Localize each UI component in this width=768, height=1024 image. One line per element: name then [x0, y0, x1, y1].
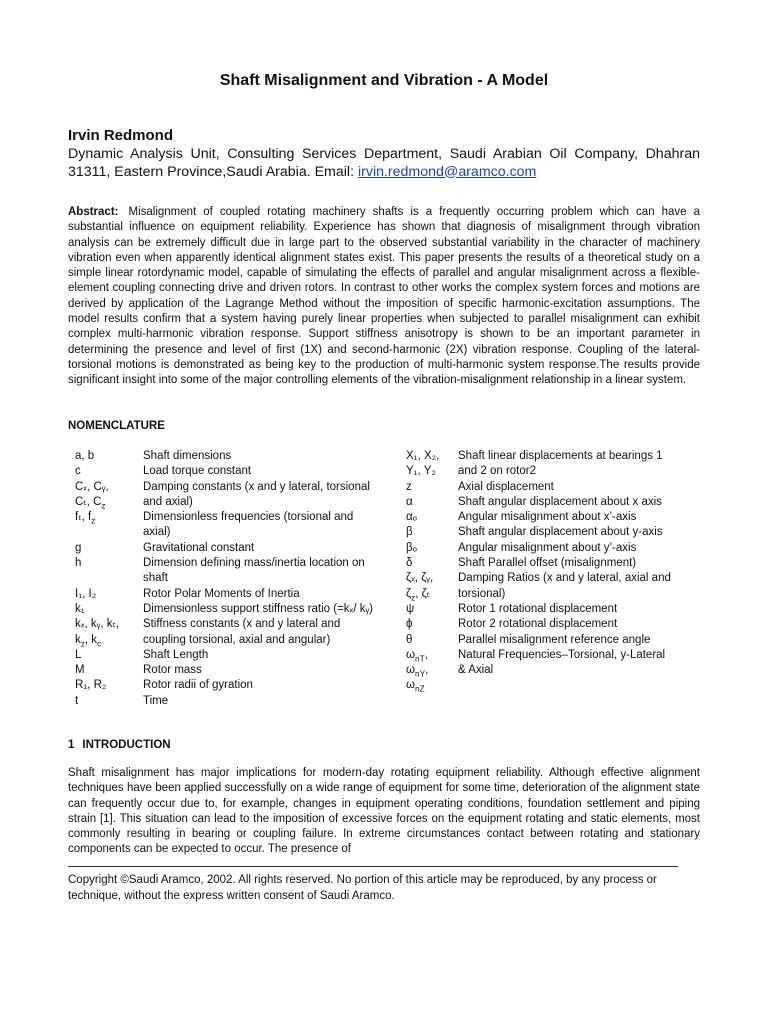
nomenclature-symbol: t [75, 694, 79, 707]
nomenclature-entry [406, 571, 702, 586]
nomenclature-symbol: β [406, 526, 413, 539]
nomenclature-symbol: I₁, I₂ [75, 587, 97, 600]
nomenclature-definition: Time [143, 694, 169, 707]
section-number: 1 [68, 739, 75, 751]
nomenclature-symbol: c [75, 465, 81, 478]
nomenclature-definition: Rotor Polar Moments of Inertia [143, 587, 300, 600]
nomenclature-symbol: θ [406, 633, 413, 646]
nomenclature-entry [75, 464, 395, 479]
copyright-notice: Copyright ©Saudi Aramco, 2002. All rights reserved. No portion of this article may be reproduced, by any process or technique, without the express written consent of Saudi Aramco. [68, 874, 657, 902]
author-affiliation [68, 146, 700, 181]
nomenclature-definition [458, 678, 702, 693]
nomenclature-symbol: αₒ [406, 511, 417, 524]
nomenclature-symbol: h [75, 557, 82, 570]
nomenclature-definition: Shaft Length [143, 648, 209, 661]
nomenclature-definition: Load torque constant [143, 465, 252, 478]
introduction-paragraph: Shaft misalignment has major implications for modern-day rotating equipment reliability. Although effective alignment techniques have been applied successfully on a wide range of equipment for some time, deterioration of the alignment state can frequently occur due to, for example, changes in equipment operating conditions, foundation settlement and piping strain [1]. This situation can lead to the imposition of excessive forces on the equipment rotating and static elements, most commonly resulting in bearing or coupling failure. In extreme circumstances contact between rotating and stationary components can be expected to occur. The presence of [68, 767, 700, 856]
nomenclature-entry [406, 464, 702, 479]
nomenclature-symbol: Cₓ, Cᵧ, [75, 480, 109, 493]
nomenclature-definition: Dimensionless support stiffness ratio (=kₓ/ kᵧ) [143, 602, 373, 615]
nomenclature-definition: Dimension defining mass/inertia location on [143, 557, 365, 570]
nomenclature-definition: torsional) [458, 587, 506, 600]
nomenclature-definition: Damping constants (x and y lateral, torsional [143, 480, 370, 493]
nomenclature-entry [75, 633, 395, 648]
nomenclature-definition: Stiffness constants (x and y lateral and [143, 618, 341, 631]
nomenclature-definition: and axial) [143, 495, 193, 508]
nomenclature-definition: Rotor 2 rotational displacement [458, 618, 618, 631]
nomenclature-symbol: $\zeta_z$, ζₜ [406, 587, 431, 602]
nomenclature-definition: Rotor 1 rotational displacement [458, 602, 618, 615]
email-link[interactable]: irvin.redmond@aramco.com [357, 163, 537, 180]
nomenclature-definition: coupling torsional, axial and angular) [143, 633, 331, 646]
nomenclature-entry [406, 602, 702, 617]
nomenclature-entry [75, 525, 395, 540]
nomenclature-entry [406, 495, 702, 510]
nomenclature-entry [406, 678, 702, 693]
nomenclature-entry [75, 571, 395, 586]
nomenclature-entry [75, 617, 395, 632]
abstract [68, 205, 700, 389]
nomenclature-symbol: βₒ [406, 541, 417, 554]
nomenclature-entry [75, 495, 395, 510]
nomenclature-symbol: R₁, R₂ [75, 679, 107, 692]
abstract-label: Abstract: [68, 206, 119, 218]
nomenclature-definition: Shaft dimensions [143, 450, 232, 462]
nomenclature-symbol: ϕ [406, 618, 413, 631]
nomenclature-definition: Damping Ratios (x and y lateral, axial and [458, 572, 671, 585]
nomenclature-entry [406, 648, 702, 663]
section-title: INTRODUCTION [82, 739, 171, 751]
nomenclature-entry [406, 525, 702, 540]
nomenclature-symbol [75, 525, 143, 540]
nomenclature-definition: Rotor radii of gyration [143, 679, 253, 692]
nomenclature-symbol: a, b [75, 450, 95, 462]
nomenclature-entry [75, 480, 395, 495]
author-name: Irvin Redmond [68, 127, 174, 144]
nomenclature-symbol: z [406, 480, 412, 493]
nomenclature-definition: Dimensionless frequencies (torsional and [143, 511, 354, 524]
nomenclature-entry [75, 587, 395, 602]
nomenclature-symbol: α [406, 495, 413, 508]
nomenclature-symbol: L [75, 648, 82, 661]
nomenclature-symbol: $\omega_{nT}$, [406, 648, 428, 664]
nomenclature-symbol: g [75, 541, 82, 554]
paper-title: Shaft Misalignment and Vibration - A Model [219, 72, 549, 89]
nomenclature-definition: Angular misalignment about y’-axis [458, 541, 637, 554]
nomenclature-entry [75, 648, 395, 663]
nomenclature-definition: Angular misalignment about x’-axis [458, 511, 637, 524]
nomenclature-entry [406, 510, 702, 525]
nomenclature-definition: Shaft angular displacement about x axis [458, 495, 662, 508]
nomenclature-entry [75, 556, 395, 571]
nomenclature-definition: & Axial [458, 664, 494, 677]
nomenclature-entry [406, 633, 702, 648]
nomenclature-entry [406, 587, 702, 602]
nomenclature-symbol: Y₁, Y₂ [406, 465, 436, 478]
nomenclature-symbol: fₜ, $f_z$ [75, 511, 96, 526]
nomenclature-symbol: X₁, X₂, [406, 450, 440, 462]
nomenclature-symbol: $k_z$, $k_c$ [75, 633, 102, 648]
nomenclature-symbol: M [75, 664, 85, 677]
nomenclature-entry [406, 449, 702, 464]
nomenclature-definition: Shaft angular displacement about y-axis [458, 526, 663, 539]
nomenclature-symbol: Cₜ, $C_z$ [75, 495, 106, 511]
nomenclature-symbol: kₓ, kᵧ, kₜ, [75, 618, 120, 631]
nomenclature-entry [75, 663, 395, 678]
nomenclature-symbol: ζₓ, ζᵧ, [406, 572, 434, 585]
nomenclature-entry [406, 617, 702, 632]
nomenclature-entry [75, 541, 395, 556]
nomenclature-symbol [75, 571, 143, 586]
nomenclature-symbol: k₁ [75, 602, 85, 615]
nomenclature-definition: Rotor mass [143, 664, 202, 677]
nomenclature-definition: Parallel misalignment reference angle [458, 633, 651, 646]
nomenclature-definition: Gravitational constant [143, 541, 255, 554]
nomenclature-entry [75, 449, 395, 464]
affiliation-text: Dynamic Analysis Unit, Consulting Services Department, Saudi Arabian Oil Company, Dhahran 31311, Eastern Province,Saudi Arabia. Email: [68, 146, 700, 180]
nomenclature-symbol: ψ [406, 602, 415, 615]
nomenclature-definition: Shaft linear displacements at bearings 1 [458, 450, 663, 462]
nomenclature-entry [406, 556, 702, 571]
section-heading-introduction [68, 738, 171, 752]
nomenclature-symbol: δ [406, 557, 413, 570]
nomenclature-heading: NOMENCLATURE [68, 420, 165, 432]
nomenclature-definition: and 2 on rotor2 [458, 465, 537, 478]
nomenclature-entry [406, 541, 702, 556]
nomenclature-left-column [75, 449, 395, 709]
nomenclature-entry [75, 694, 395, 709]
nomenclature-right-column [406, 449, 702, 694]
nomenclature-definition: Shaft Parallel offset (misalignment) [458, 557, 637, 570]
nomenclature-symbol: $\omega_{nY}$, [406, 664, 429, 679]
nomenclature-definition: Axial displacement [458, 480, 554, 493]
nomenclature-entry [406, 663, 702, 678]
nomenclature-entry [406, 480, 702, 495]
nomenclature-entry [75, 678, 395, 693]
nomenclature-entry [75, 602, 395, 617]
nomenclature-symbol: $\omega_{nZ}$ [406, 679, 425, 694]
nomenclature-definition: Natural Frequencies–Torsional, y-Lateral [458, 648, 666, 661]
nomenclature-definition: axial) [143, 526, 171, 539]
footnote-divider [68, 866, 678, 867]
nomenclature-definition: shaft [143, 572, 168, 585]
abstract-text: Misalignment of coupled rotating machinery shafts is a frequently occurring problem which can have a substantial influence on equipment reliability. Experience has shown that diagnosis of misalignment through vibration analysis can be extremely difficult due in large part to the observed substantial variability in the character of machinery vibration even when apparently identical alignment states exist. This paper presents the results of a theoretical study on a simple linear rotordynamic model, capable of simulating the effects of parallel and angular misalignment across a flexible-element coupling connecting drive and driven rotors. In contrast to other works the complex system forces and motions are derived by application of the Lagrange Method without the imposition of specific harmonic-excitation assumptions. The model results confirm that a system having purely linear properties when subjected to parallel misalignment can exhibit complex multi-harmonic vibration response. Support stiffness anisotropy is shown to be an important parameter in determining the presence and level of first (1X) and second-harmonic (2X) vibration response. Coupling of the lateral-torsional motions is demonstrated as being key to the production of multi-harmonic system response.The results provide significant insight into some of the major controlling elements of the vibration-misalignment relationship in a linear system. [68, 206, 700, 387]
nomenclature-entry [75, 510, 395, 525]
